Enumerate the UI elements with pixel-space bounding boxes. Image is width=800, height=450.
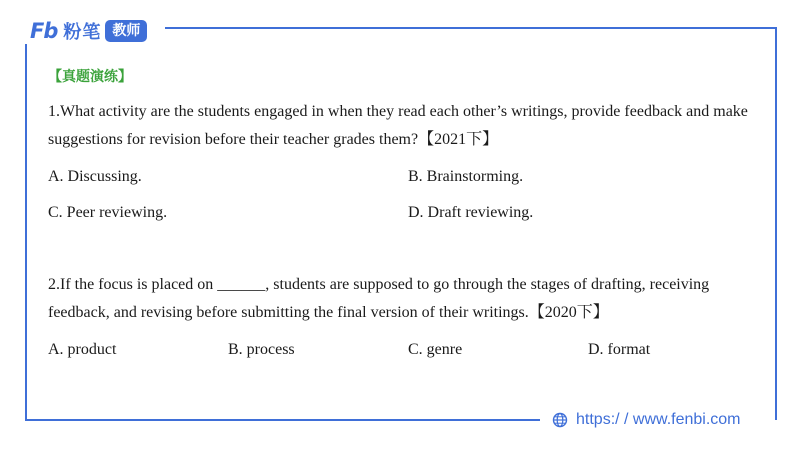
question-1-text: 1.What activity are the students engaged in when they read each other’s writings, provide feedback and make suggestions for revision before their teacher grades them?【2021下】 <box>48 103 748 148</box>
globe-icon <box>552 412 568 428</box>
question-2-text: 2.If the focus is placed on ______, students are supposed to go through the stages of drafting, receiving feedback, and revising before submitting the final version of their writings.【2020下】 <box>48 276 710 321</box>
frame-bottom-line <box>25 419 540 421</box>
section-title: 【真题演练】 <box>48 69 132 85</box>
question-2-option-c: C. genre <box>408 341 463 358</box>
frame-right-line <box>775 27 777 420</box>
logo-brand-name: 粉笔 <box>63 22 102 43</box>
question-1-option-a: A. Discussing. <box>48 168 142 185</box>
frame-left-line <box>25 44 27 420</box>
question-1-option-d: D. Draft reviewing. <box>408 204 534 221</box>
question-2-option-a: A. product <box>48 341 117 358</box>
logo-badge: 教师 <box>105 20 147 42</box>
brand-logo <box>30 18 147 44</box>
url-text: https:/ / www.fenbi.com <box>576 411 741 428</box>
question-2-option-b: B. process <box>228 341 295 358</box>
frame-top-line <box>165 27 777 29</box>
question-2-option-d: D. format <box>588 341 651 358</box>
logo-fb-mark: Fb <box>30 19 58 43</box>
question-1-option-c: C. Peer reviewing. <box>48 204 168 221</box>
question-1-option-b: B. Brainstorming. <box>408 168 524 185</box>
website-url <box>552 409 741 431</box>
